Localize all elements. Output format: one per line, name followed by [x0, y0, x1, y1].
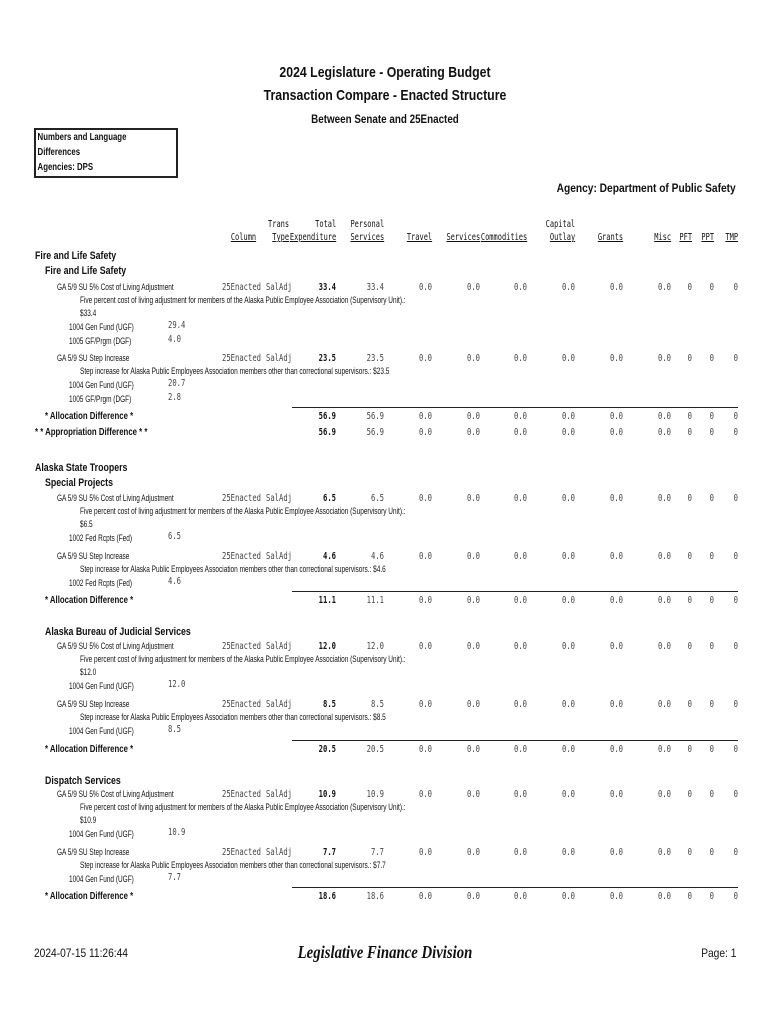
- transaction-value: 0.0: [657, 641, 671, 652]
- fund-amount: 4.6: [168, 576, 182, 587]
- transaction-name: GA 5/9 SU Step Increase: [57, 551, 130, 561]
- report-title-2: Transaction Compare - Enacted Structure: [263, 87, 507, 104]
- transaction-column: 25Enacted: [222, 282, 262, 293]
- transaction-value: 0.0: [418, 551, 432, 562]
- transaction-value: 0.0: [561, 493, 575, 504]
- transaction-value: 7.7: [322, 847, 336, 858]
- transaction-value: 0.0: [561, 641, 575, 652]
- total-value: 0: [709, 411, 714, 422]
- total-value: 0: [733, 744, 738, 755]
- transaction-value: 0.0: [609, 641, 623, 652]
- transaction-value: 0.0: [561, 282, 575, 293]
- transaction-type: SalAdj: [266, 847, 293, 858]
- transaction-column: 25Enacted: [222, 493, 262, 504]
- transaction-description: Five percent cost of living adjustment for members of the Alaska Public Employee Association (Supervisory Unit).:: [80, 654, 406, 664]
- column-header-line-1: Personal: [350, 219, 384, 230]
- column-header-line-2: TMP: [725, 232, 738, 243]
- transaction-value: 8.5: [370, 699, 384, 710]
- column-header: [701, 218, 714, 244]
- column-header-line-2: Type: [272, 232, 289, 243]
- transaction-value: 0: [733, 847, 738, 858]
- transaction-value: 0.0: [466, 641, 480, 652]
- total-rule: [292, 887, 738, 888]
- transaction-value: 33.4: [318, 282, 336, 293]
- transaction-value: 0: [733, 551, 738, 562]
- total-value: 0.0: [466, 427, 480, 438]
- footer-timestamp: 2024-07-15 11:26:44: [34, 946, 128, 960]
- transaction-value: 0: [709, 641, 714, 652]
- transaction-value: 0.0: [418, 699, 432, 710]
- footer-division: Legislative Finance Division: [297, 942, 473, 962]
- transaction-value: 0: [733, 282, 738, 293]
- transaction-value: 0.0: [561, 551, 575, 562]
- transaction-value: 0: [709, 493, 714, 504]
- column-header: [231, 218, 256, 244]
- total-value: 0: [709, 595, 714, 606]
- transaction-name: GA 5/9 SU 5% Cost of Living Adjustment: [57, 282, 174, 292]
- column-header-line-2: Expenditure: [289, 232, 336, 243]
- total-value: 0.0: [418, 427, 432, 438]
- total-value: 0.0: [418, 595, 432, 606]
- total-value: 0.0: [418, 744, 432, 755]
- column-header: [679, 218, 692, 244]
- column-header-line-2: Travel: [406, 232, 432, 243]
- total-value: 0.0: [466, 891, 480, 902]
- transaction-description-amount: $6.5: [80, 519, 93, 529]
- total-value: 0.0: [466, 411, 480, 422]
- transaction-value: 0.0: [513, 493, 527, 504]
- total-value: 0: [687, 744, 692, 755]
- total-value: 0.0: [418, 891, 432, 902]
- fund-source: 1005 GF/Prgm (DGF): [69, 336, 132, 346]
- transaction-value: 0.0: [466, 699, 480, 710]
- total-value: 0: [687, 595, 692, 606]
- transaction-value: 0: [733, 699, 738, 710]
- total-value: 0: [709, 891, 714, 902]
- filter-box: [34, 128, 178, 178]
- transaction-value: 0.0: [513, 789, 527, 800]
- transaction-value: 0.0: [513, 699, 527, 710]
- total-value: 0.0: [513, 595, 527, 606]
- fund-source: 1004 Gen Fund (UGF): [69, 726, 134, 736]
- total-value: 0: [687, 891, 692, 902]
- transaction-value: 0: [687, 789, 692, 800]
- transaction-value: 0.0: [657, 493, 671, 504]
- transaction-value: 0.0: [466, 789, 480, 800]
- allocation-heading: Special Projects: [45, 477, 113, 489]
- transaction-name: GA 5/9 SU 5% Cost of Living Adjustment: [57, 641, 174, 651]
- transaction-column: 25Enacted: [222, 551, 262, 562]
- transaction-description: Step increase for Alaska Public Employees Association members other than correctional supervisors.: $23.5: [80, 366, 390, 376]
- fund-source: 1002 Fed Rcpts (Fed): [69, 578, 133, 588]
- transaction-value: 0.0: [657, 789, 671, 800]
- column-header-line-1: Capital: [545, 219, 575, 230]
- column-header-line-1: [481, 218, 527, 231]
- fund-amount: 4.0: [168, 334, 182, 345]
- total-value: 0: [733, 595, 738, 606]
- column-header-line-1: [701, 218, 714, 231]
- total-value: 56.9: [366, 427, 384, 438]
- allocation-heading: Alaska Bureau of Judicial Services: [45, 626, 191, 638]
- total-value: 0: [733, 411, 738, 422]
- transaction-column: 25Enacted: [222, 353, 262, 364]
- column-header-line-1: [654, 218, 671, 231]
- transaction-value: 0: [709, 551, 714, 562]
- transaction-value: 0: [687, 847, 692, 858]
- transaction-value: 0.0: [418, 282, 432, 293]
- transaction-column: 25Enacted: [222, 847, 262, 858]
- column-header: [446, 218, 480, 244]
- allocation-difference-label: * Allocation Difference *: [45, 744, 134, 755]
- total-rule: [292, 591, 738, 592]
- fund-source: 1004 Gen Fund (UGF): [69, 681, 134, 691]
- total-value: 56.9: [318, 427, 336, 438]
- transaction-description: Step increase for Alaska Public Employees Association members other than correctional supervisors.: $7.7: [80, 860, 386, 870]
- transaction-value: 0.0: [609, 789, 623, 800]
- transaction-name: GA 5/9 SU Step Increase: [57, 847, 130, 857]
- report-title: 2024 Legislature - Operating Budget: [279, 64, 491, 81]
- fund-amount: 20.7: [168, 378, 186, 389]
- column-header-line-1: [231, 218, 256, 231]
- total-value: 18.6: [318, 891, 336, 902]
- appropriation-heading: Fire and Life Safety: [35, 250, 117, 262]
- transaction-name: GA 5/9 SU Step Increase: [57, 699, 130, 709]
- total-value: 0.0: [513, 411, 527, 422]
- transaction-value: 8.5: [322, 699, 336, 710]
- allocation-heading: Dispatch Services: [45, 775, 121, 787]
- filter-line-1: Numbers and Language: [37, 132, 127, 143]
- fund-amount: 12.0: [168, 679, 186, 690]
- column-header-line-2: PFT: [679, 232, 692, 243]
- transaction-value: 0.0: [609, 699, 623, 710]
- filter-line-2: Differences: [37, 147, 81, 158]
- transaction-value: 0: [733, 789, 738, 800]
- transaction-value: 0.0: [609, 353, 623, 364]
- column-header-line-1: Trans: [267, 219, 289, 230]
- total-value: 0.0: [561, 595, 575, 606]
- total-value: 0: [733, 891, 738, 902]
- transaction-value: 0.0: [466, 493, 480, 504]
- total-value: 0.0: [561, 411, 575, 422]
- transaction-type: SalAdj: [266, 641, 293, 652]
- transaction-value: 10.9: [366, 789, 384, 800]
- transaction-value: 12.0: [366, 641, 384, 652]
- transaction-name: GA 5/9 SU 5% Cost of Living Adjustment: [57, 493, 174, 503]
- footer-page-number: Page: 1: [700, 946, 736, 960]
- total-rule: [292, 740, 738, 741]
- total-value: 11.1: [366, 595, 384, 606]
- total-value: 56.9: [318, 411, 336, 422]
- transaction-name: GA 5/9 SU Step Increase: [57, 353, 130, 363]
- transaction-column: 25Enacted: [222, 789, 262, 800]
- total-value: 0.0: [609, 411, 623, 422]
- transaction-value: 0.0: [418, 789, 432, 800]
- transaction-type: SalAdj: [266, 353, 293, 364]
- transaction-value: 0.0: [513, 282, 527, 293]
- fund-amount: 7.7: [168, 872, 182, 883]
- transaction-value: 0.0: [657, 551, 671, 562]
- total-value: 0.0: [561, 427, 575, 438]
- transaction-value: 0.0: [418, 641, 432, 652]
- transaction-value: 0.0: [466, 847, 480, 858]
- total-value: 0: [687, 411, 692, 422]
- column-header-line-2: Grants: [597, 232, 623, 243]
- appropriation-heading: Alaska State Troopers: [35, 462, 128, 474]
- transaction-value: 0.0: [561, 699, 575, 710]
- transaction-description: Five percent cost of living adjustment for members of the Alaska Public Employee Association (Supervisory Unit).:: [80, 802, 406, 812]
- total-value: 0.0: [561, 891, 575, 902]
- transaction-description: Five percent cost of living adjustment for members of the Alaska Public Employee Association (Supervisory Unit).:: [80, 506, 406, 516]
- column-header-line-1: [446, 218, 480, 231]
- column-header-line-1: [598, 218, 623, 231]
- transaction-value: 0.0: [513, 551, 527, 562]
- total-value: 0.0: [609, 427, 623, 438]
- transaction-value: 0: [687, 551, 692, 562]
- transaction-type: SalAdj: [266, 789, 293, 800]
- total-value: 0.0: [418, 411, 432, 422]
- column-header-line-1: [725, 218, 738, 231]
- transaction-column: 25Enacted: [222, 699, 262, 710]
- total-value: 0.0: [609, 891, 623, 902]
- total-value: 0.0: [657, 411, 671, 422]
- column-header-line-2: Outlay: [549, 232, 575, 243]
- transaction-value: 7.7: [370, 847, 384, 858]
- allocation-difference-label: * * Appropriation Difference * *: [35, 427, 148, 438]
- transaction-value: 6.5: [322, 493, 336, 504]
- transaction-value: 0: [733, 641, 738, 652]
- total-value: 20.5: [318, 744, 336, 755]
- transaction-description-amount: $10.9: [80, 815, 97, 825]
- column-header: [407, 218, 432, 244]
- transaction-value: 0: [687, 699, 692, 710]
- total-value: 0: [687, 427, 692, 438]
- total-value: 0.0: [657, 744, 671, 755]
- column-header-line-2: Commodities: [480, 232, 527, 243]
- column-header: [598, 218, 623, 244]
- transaction-value: 0.0: [466, 282, 480, 293]
- fund-source: 1004 Gen Fund (UGF): [69, 322, 134, 332]
- transaction-value: 4.6: [370, 551, 384, 562]
- transaction-value: 0.0: [466, 353, 480, 364]
- column-header-line-2: Misc: [654, 232, 671, 243]
- transaction-value: 0.0: [609, 282, 623, 293]
- total-value: 0: [733, 427, 738, 438]
- fund-source: 1004 Gen Fund (UGF): [69, 829, 134, 839]
- fund-amount: 29.4: [168, 320, 186, 331]
- transaction-value: 0: [687, 353, 692, 364]
- total-value: 0.0: [561, 744, 575, 755]
- fund-source: 1002 Fed Rcpts (Fed): [69, 533, 133, 543]
- transaction-description-amount: $33.4: [80, 308, 97, 318]
- transaction-value: 0: [709, 699, 714, 710]
- filter-line-3: Agencies: DPS: [37, 162, 94, 173]
- transaction-value: 6.5: [370, 493, 384, 504]
- transaction-type: SalAdj: [266, 493, 293, 504]
- transaction-value: 0: [687, 641, 692, 652]
- transaction-type: SalAdj: [266, 551, 293, 562]
- total-value: 18.6: [366, 891, 384, 902]
- fund-amount: 8.5: [168, 724, 182, 735]
- column-header: [545, 218, 575, 244]
- transaction-value: 0.0: [657, 699, 671, 710]
- total-value: 0.0: [513, 891, 527, 902]
- transaction-value: 0.0: [466, 551, 480, 562]
- transaction-value: 0.0: [418, 847, 432, 858]
- transaction-value: 0.0: [609, 493, 623, 504]
- fund-amount: 2.8: [168, 392, 182, 403]
- transaction-type: SalAdj: [266, 699, 293, 710]
- transaction-value: 0.0: [657, 847, 671, 858]
- total-value: 0.0: [609, 744, 623, 755]
- column-header: [268, 218, 289, 244]
- transaction-value: 0: [687, 282, 692, 293]
- total-value: 0.0: [513, 427, 527, 438]
- transaction-value: 0: [733, 493, 738, 504]
- transaction-name: GA 5/9 SU 5% Cost of Living Adjustment: [57, 789, 174, 799]
- column-header-line-1: Total: [314, 219, 336, 230]
- transaction-value: 0.0: [561, 353, 575, 364]
- allocation-heading: Fire and Life Safety: [45, 265, 127, 277]
- transaction-description: Five percent cost of living adjustment for members of the Alaska Public Employee Association (Supervisory Unit).:: [80, 295, 406, 305]
- transaction-value: 23.5: [318, 353, 336, 364]
- column-header: [350, 218, 384, 244]
- total-value: 20.5: [366, 744, 384, 755]
- transaction-description: Step increase for Alaska Public Employees Association members other than correctional supervisors.: $8.5: [80, 712, 386, 722]
- transaction-description: Step increase for Alaska Public Employees Association members other than correctional supervisors.: $4.6: [80, 564, 386, 574]
- report-subtitle: Between Senate and 25Enacted: [311, 112, 459, 126]
- allocation-difference-label: * Allocation Difference *: [45, 891, 134, 902]
- transaction-type: SalAdj: [266, 282, 293, 293]
- total-value: 0: [709, 744, 714, 755]
- transaction-value: 0.0: [609, 551, 623, 562]
- transaction-value: 23.5: [366, 353, 384, 364]
- allocation-difference-label: * Allocation Difference *: [45, 411, 134, 422]
- column-header: [725, 218, 738, 244]
- total-value: 0.0: [657, 427, 671, 438]
- total-value: 56.9: [366, 411, 384, 422]
- transaction-value: 33.4: [366, 282, 384, 293]
- transaction-value: 4.6: [322, 551, 336, 562]
- transaction-value: 0: [733, 353, 738, 364]
- transaction-value: 10.9: [318, 789, 336, 800]
- total-value: 0.0: [657, 595, 671, 606]
- column-header-line-1: [679, 218, 692, 231]
- column-header-line-2: Services: [446, 232, 480, 243]
- agency-name: Agency: Department of Public Safety: [556, 181, 736, 195]
- transaction-value: 0.0: [561, 847, 575, 858]
- transaction-value: 0: [709, 789, 714, 800]
- transaction-value: 0.0: [418, 493, 432, 504]
- column-header: [654, 218, 671, 244]
- total-value: 0.0: [657, 891, 671, 902]
- allocation-difference-label: * Allocation Difference *: [45, 595, 134, 606]
- column-header-line-2: Services: [350, 232, 384, 243]
- transaction-value: 0.0: [609, 847, 623, 858]
- total-value: 0.0: [466, 744, 480, 755]
- total-rule: [292, 407, 738, 408]
- transaction-value: 0.0: [561, 789, 575, 800]
- transaction-description-amount: $12.0: [80, 667, 97, 677]
- transaction-value: 0.0: [418, 353, 432, 364]
- column-header-line-1: [407, 218, 432, 231]
- transaction-value: 12.0: [318, 641, 336, 652]
- fund-source: 1004 Gen Fund (UGF): [69, 380, 134, 390]
- fund-amount: 6.5: [168, 531, 182, 542]
- transaction-value: 0.0: [657, 353, 671, 364]
- fund-source: 1004 Gen Fund (UGF): [69, 874, 134, 884]
- column-header-line-2: PPT: [701, 232, 714, 243]
- column-header-line-2: Column: [230, 232, 256, 243]
- transaction-value: 0: [709, 847, 714, 858]
- fund-amount: 10.9: [168, 827, 186, 838]
- transaction-column: 25Enacted: [222, 641, 262, 652]
- column-header: [290, 218, 336, 244]
- transaction-value: 0.0: [657, 282, 671, 293]
- total-value: 0.0: [609, 595, 623, 606]
- transaction-value: 0: [687, 493, 692, 504]
- column-header: [481, 218, 527, 244]
- total-value: 0.0: [513, 744, 527, 755]
- transaction-value: 0.0: [513, 641, 527, 652]
- transaction-value: 0.0: [513, 353, 527, 364]
- total-value: 11.1: [318, 595, 336, 606]
- transaction-value: 0: [709, 353, 714, 364]
- transaction-value: 0: [709, 282, 714, 293]
- fund-source: 1005 GF/Prgm (DGF): [69, 394, 132, 404]
- total-value: 0.0: [466, 595, 480, 606]
- total-value: 0: [709, 427, 714, 438]
- transaction-value: 0.0: [513, 847, 527, 858]
